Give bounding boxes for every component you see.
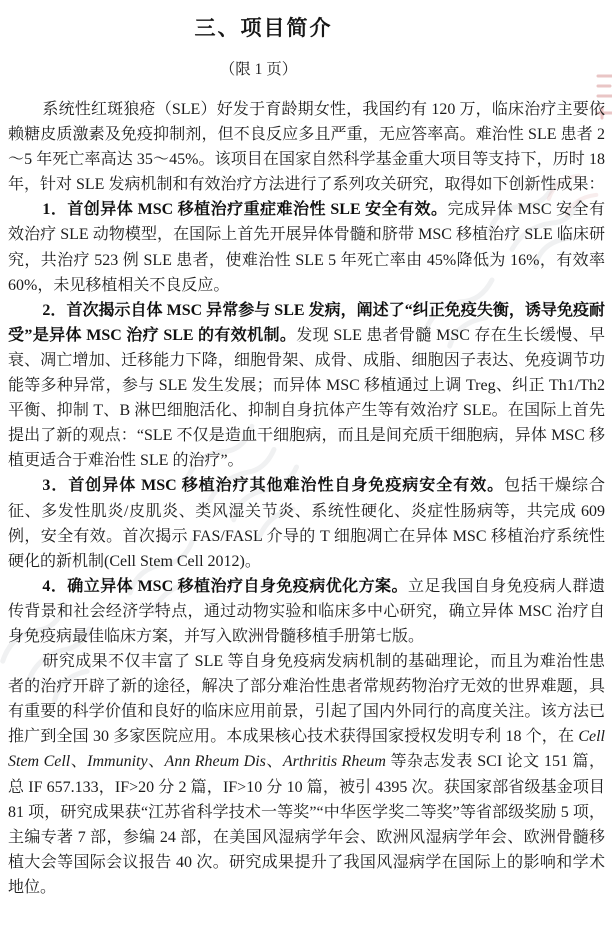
text-run: 4．确立异体 MSC 移植治疗自身免疫病优化方案。 xyxy=(42,577,408,595)
text-run: 立足我国自身免疫病人群遗传背景和社会经济学特点，通过动物实验和临床多中心研究，确立异体 MSC 治疗自身免疫病最佳临床方案，并写入欧洲骨髓移植手册第七版。 xyxy=(8,577,605,645)
text-run: 等杂志发表 SCI 论文 151 篇，总 IF 657.133，IF>20 分 2 篇，IF>10 分 10 篇，被引 4395 次。获国家部省级基金项目 81 项，研究成果获“江苏省科学技术一等奖”“中华医学奖二等奖”等省部级奖励 5 项，主编专著 7 部，参编 24 部，在美国风湿病学年会、欧洲风湿病学年会、欧洲骨髓移植大会等国际会议报告 40 次。研究成果提升了我国风湿病学在国际上的影响和学术地位。 xyxy=(8,753,605,896)
text-run: Ann Rheum Dis xyxy=(164,753,266,771)
text-run: Immunity xyxy=(87,753,148,771)
text-run: 1．首创异体 MSC 移植治疗重症难治性 SLE 安全有效。 xyxy=(42,201,448,219)
text-run: 2．首次揭示自体 MSC 异常参与 SLE 发病，阐述了“纠正免疫失衡，诱导免疫耐受”是异体 MSC 治疗 SLE 的有效机制。 xyxy=(8,301,605,344)
document-body xyxy=(8,97,605,900)
text-run: 研究成果不仅丰富了 SLE 等自身免疫病发病机制的基础理论，而且为难治性患者的治疗开辟了新的途径，解决了部分难治性患者常规药物治疗无效的世界难题，具有重要的科学价值和良好的临床应用前景，引起了国内外同行的高度关注。该方法已推广到全国 30 多家医院应用。本成果核心技术获得国家授权发明专利 18 个，在 xyxy=(8,653,605,746)
page-limit-note: （限 1 页） xyxy=(219,61,298,78)
paragraph xyxy=(8,298,605,474)
text-run: 3．首创异体 MSC 移植治疗其他难治性自身免疫病安全有效。 xyxy=(42,477,505,495)
text-run: 完成异体 MSC 安全有效治疗 SLE 动物模型，在国际上首先开展异体骨髓和脐带 MSC 移植治疗 SLE 临床研究，共治疗 523 例 SLE 患者，使难治性 SLE 5 年死亡率由 45%降低为 16%，有效率 60%，未见移植相关不良反应。 xyxy=(8,201,605,294)
text-run: 、 xyxy=(70,753,88,771)
text-run: 包括干燥综合征、多发性肌炎/皮肌炎、类风湿关节炎、系统性硬化、炎症性肠病等，共完成 609 例，安全有效。首次揭示 FAS/FASL 介导的 T 细胞凋亡在异体 MSC 移植治疗系统性硬化的新机制(Cell Stem Cell 2012)。 xyxy=(8,477,605,570)
text-run: 系统性红斑狼疮（SLE）好发于育龄期女性，我国约有 120 万，临床治疗主要依赖糖皮质激素及免疫抑制剂，但不良反应多且严重，无应答率高。难治性 SLE 患者 2～5 年死亡率高达 35～45%。该项目在国家自然科学基金重大项目等支持下，历时 18 年，针对 SLE 发病机制和有效治疗方法进行了系列攻关研究，取得如下创新性成果： xyxy=(8,101,605,194)
paragraph xyxy=(8,574,605,649)
paragraph xyxy=(8,97,605,197)
paragraph xyxy=(8,197,605,297)
document-content xyxy=(8,10,605,900)
paragraph xyxy=(8,649,605,900)
paragraph xyxy=(8,473,605,573)
page-title: 三、项目简介 xyxy=(194,16,333,40)
text-run: 发现 SLE 患者骨髓 MSC 存在生长缓慢、早衰、凋亡增加、迁移能力下降，细胞骨架、成骨、成脂、细胞因子表达、免疫调节功能等多种异常，参与 SLE 发生发展；而异体 MSC 移植通过上调 Treg、纠正 Th1/Th2 平衡、抑制 T、B 淋巴细胞活化、抑制自身抗体产生等有效治疗 SLE。在国际上首先提出了新的观点：“SLE 不仅是造血干细胞病，而且是间充质干细胞病，异体 MSC 移植更适合于难治性 SLE 的治疗”。 xyxy=(8,326,605,470)
text-run: Cell Stem Cell xyxy=(8,728,605,771)
text-run: 、 xyxy=(147,753,165,771)
text-run: 、 xyxy=(265,753,283,771)
text-run: Arthritis Rheum xyxy=(282,753,386,771)
